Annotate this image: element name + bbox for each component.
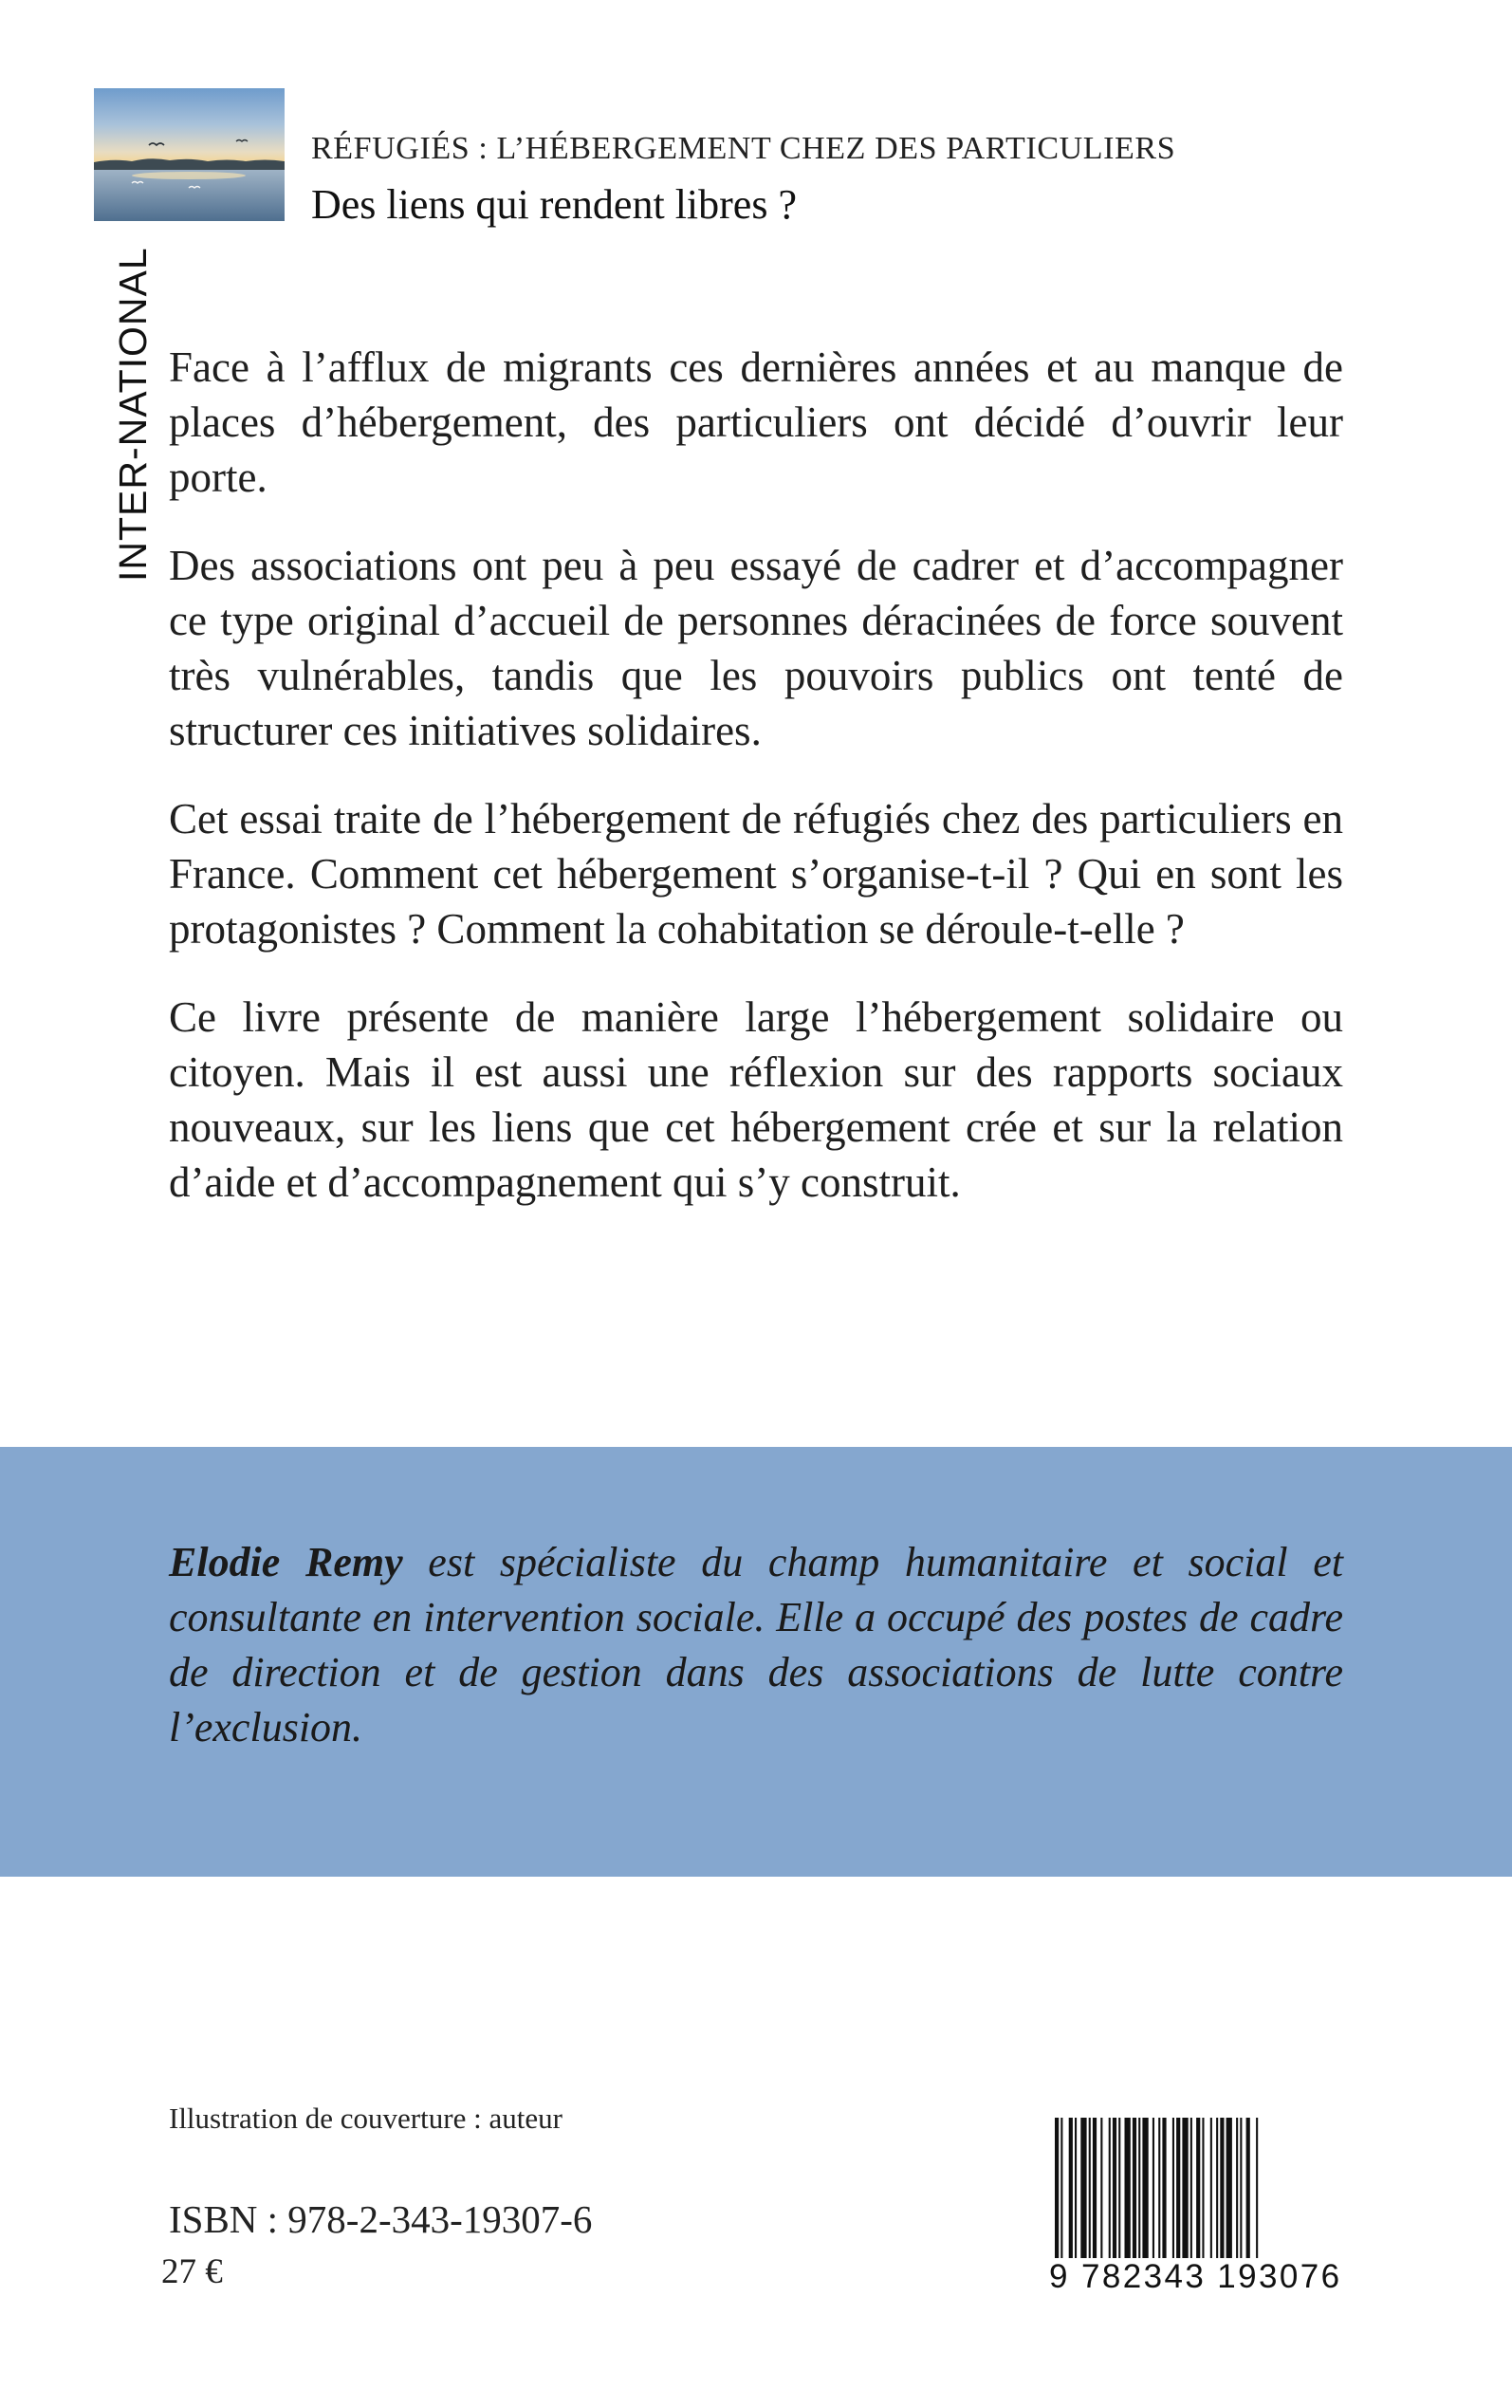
barcode-bar <box>1240 2118 1242 2258</box>
back-cover-blurb <box>169 340 1343 1243</box>
barcode-bar <box>1133 2118 1136 2258</box>
barcode-bar <box>1075 2118 1077 2258</box>
barcode-bar <box>1256 2118 1258 2258</box>
illustration-credit: Illustration de couverture : auteur <box>169 2102 562 2135</box>
barcode-bar <box>1125 2118 1131 2258</box>
barcode-bar <box>1190 2118 1192 2258</box>
series-title: RÉFUGIÉS : L’HÉBERGEMENT CHEZ DES PARTICULIERS <box>311 131 1176 166</box>
barcode-bar <box>1196 2118 1200 2258</box>
barcode-bar <box>1202 2118 1204 2258</box>
barcode-bar <box>1138 2118 1140 2258</box>
barcode-bar <box>1080 2118 1086 2258</box>
barcode-bar <box>1246 2118 1250 2258</box>
author-name: Elodie Remy <box>169 1539 403 1585</box>
barcode-bar <box>1236 2118 1238 2258</box>
barcode-bar <box>1055 2118 1059 2258</box>
blurb-paragraph: Face à l’afflux de migrants ces dernières années et au manque de places d’hébergement, des particuliers ont décidé d’ouvrir leur porte. <box>169 343 1343 501</box>
barcode-bar <box>1220 2118 1224 2258</box>
author-bio-text: est spécialiste du champ humanitaire et social et consultante en intervention sociale. Elle a occupé des postes de cadre de direction et de gestion dans des associations de lutte contre l’exclusion. <box>169 1539 1343 1750</box>
book-subtitle: Des liens qui rendent libres ? <box>311 181 797 228</box>
barcode-bar <box>1172 2118 1174 2258</box>
barcode-icon <box>1049 2118 1346 2258</box>
barcode-bar <box>1118 2118 1120 2258</box>
barcode-bar <box>1060 2118 1062 2258</box>
barcode-bar <box>1210 2118 1212 2258</box>
barcode-bar <box>1100 2118 1102 2258</box>
barcode-bar <box>1069 2118 1073 2258</box>
blurb-paragraph: Cet essai traite de l’hébergement de réfugiés chez des particuliers en France. Comment cet hébergement s’organise-t-il ? Qui en sont les protagonistes ? Comment la cohabitation se déroule-t-elle ? <box>169 795 1343 953</box>
barcode-bar <box>1182 2118 1188 2258</box>
barcode-bar <box>1152 2118 1154 2258</box>
barcode <box>1049 2118 1346 2303</box>
price: 27 € <box>161 2252 223 2291</box>
barcode-bar <box>1158 2118 1160 2258</box>
author-bio <box>169 1535 1343 1755</box>
barcode-bar <box>1093 2118 1097 2258</box>
barcode-bar <box>1216 2118 1218 2258</box>
collection-label-text: INTER-NATIONAL <box>111 247 155 582</box>
blurb-paragraph: Des associations ont peu à peu essayé de cadrer et d’accompagner ce type original d’accueil de personnes déracinées de force souvent très vulnérables, tandis que les pouvoirs publics ont tenté de structurer ces initiatives solidaires. <box>169 542 1343 754</box>
isbn: ISBN : 978-2-343-19307-6 <box>169 2197 593 2241</box>
barcode-bar <box>1162 2118 1166 2258</box>
barcode-bar <box>1113 2118 1116 2258</box>
barcode-bar <box>1089 2118 1091 2258</box>
barcode-bar <box>1176 2118 1180 2258</box>
barcode-bar <box>1226 2118 1232 2258</box>
barcode-digits: 9 782343 193076 <box>1049 2258 1342 2295</box>
author-bio-band <box>0 1447 1512 1877</box>
barcode-bar <box>1109 2118 1111 2258</box>
barcode-bar <box>1142 2118 1148 2258</box>
blurb-paragraph: Ce livre présente de manière large l’hébergement solidaire ou citoyen. Mais il est aussi une réflexion sur des rapports sociaux nouveaux, sur les liens que cet hébergement crée et sur la relation d’aide et d’accompagnement qui s’y construit. <box>169 993 1343 1206</box>
lake-photo-icon <box>94 88 285 221</box>
cover-thumbnail-photo <box>94 88 285 221</box>
